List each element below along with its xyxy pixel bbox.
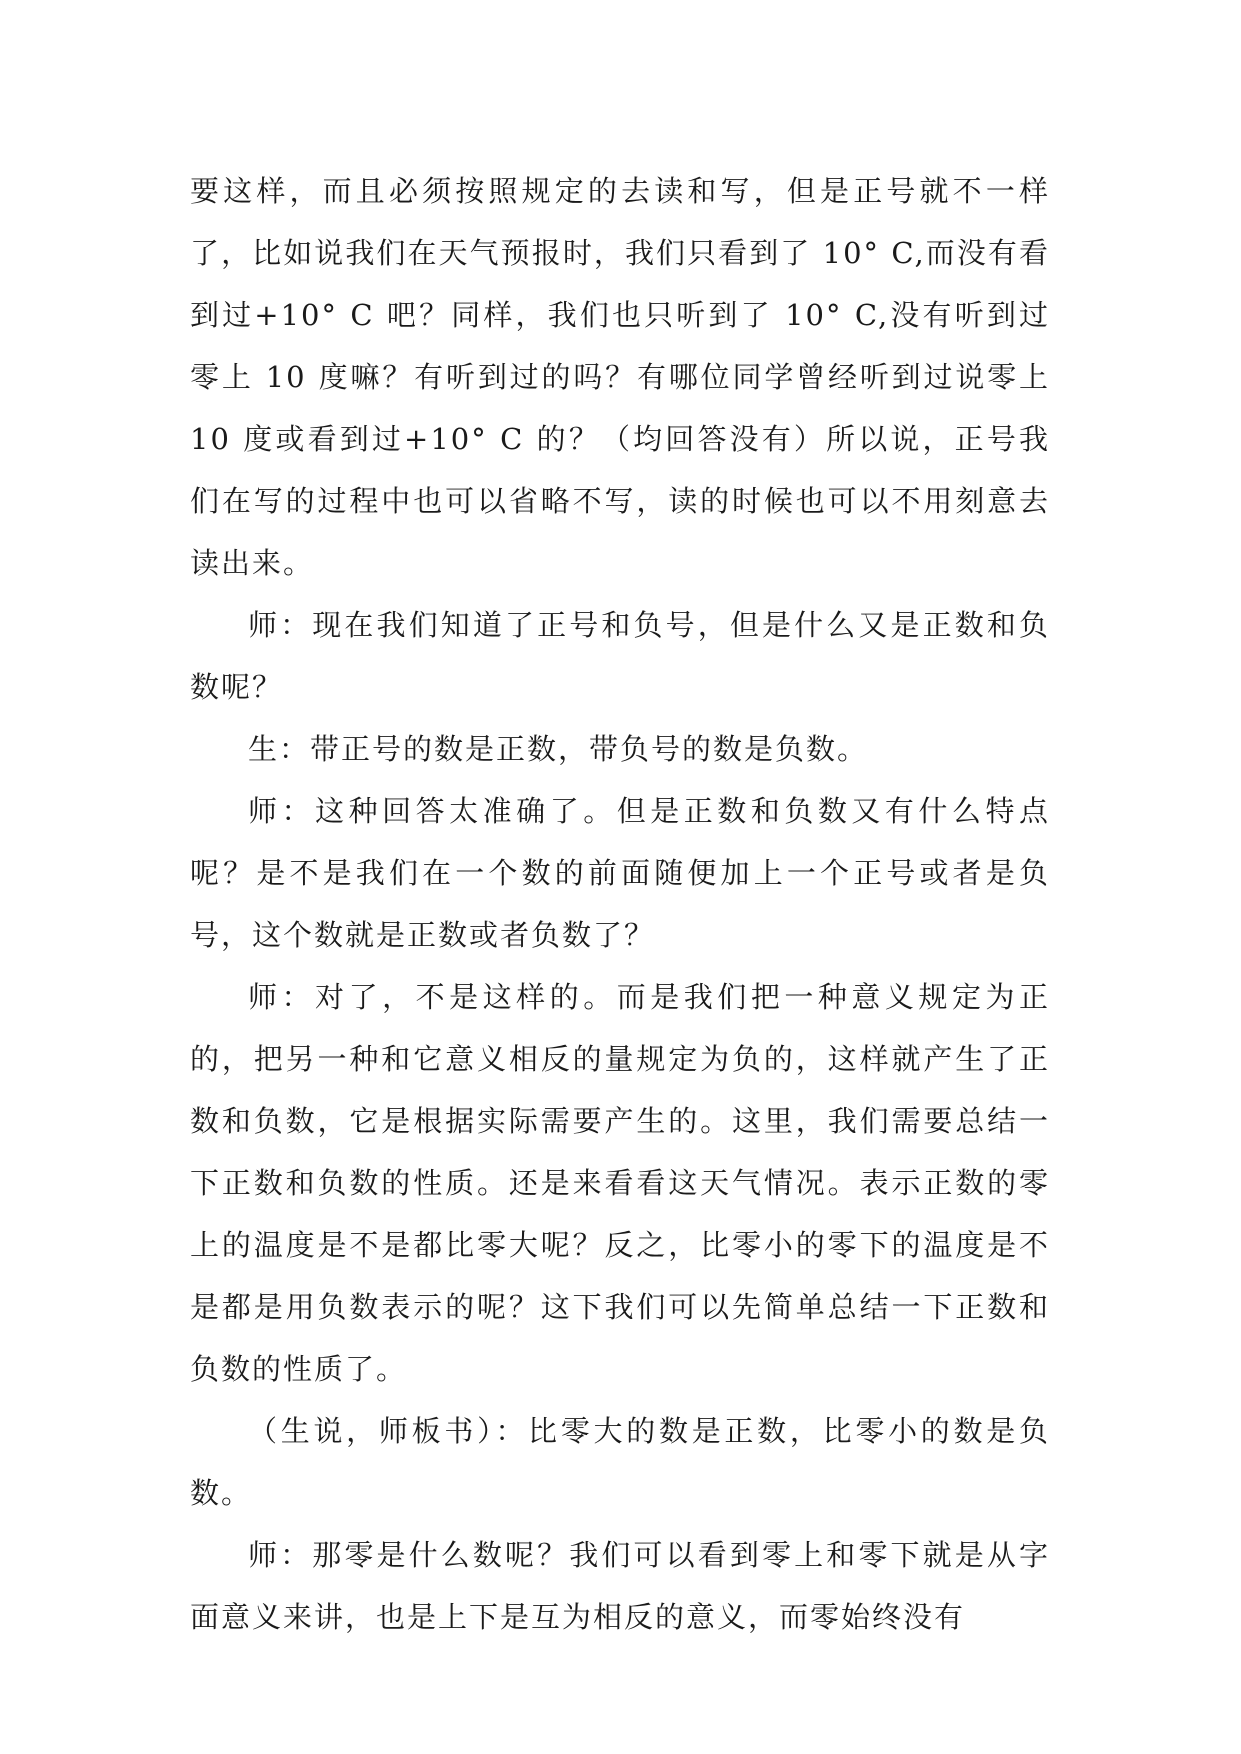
paragraph-7: 师：那零是什么数呢？我们可以看到零上和零下就是从字面意义来讲，也是上下是互为相反的意义，而零始终没有 bbox=[190, 1538, 1050, 1634]
document-body bbox=[190, 160, 1050, 1648]
paragraph-1: 要这样，而且必须按照规定的去读和写，但是正号就不一样了，比如说我们在天气预报时，我们只看到了 10° C,而没有看到过+10° C 吧？同样，我们也只听到了 10° C,没有听到过零上 10 度嘛？有听到过的吗？有哪位同学曾经听到过说零上 10 度或看到过+10° C 的？（均回答没有）所以说，正号我们在写的过程中也可以省略不写，读的时候也可以不用刻意去读出来。 bbox=[190, 174, 1050, 580]
paragraph-6: （生说，师板书）：比零大的数是正数，比零小的数是负数。 bbox=[190, 1414, 1050, 1510]
paragraph-4: 师：这种回答太准确了。但是正数和负数又有什么特点呢？是不是我们在一个数的前面随便加上一个正号或者是负号，这个数就是正数或者负数了？ bbox=[190, 794, 1050, 952]
paragraph-3: 生：带正号的数是正数，带负号的数是负数。 bbox=[248, 732, 869, 766]
paragraph-2: 师：现在我们知道了正号和负号，但是什么又是正数和负数呢？ bbox=[190, 608, 1050, 704]
paragraph-5: 师：对了，不是这样的。而是我们把一种意义规定为正的，把另一种和它意义相反的量规定为负的，这样就产生了正数和负数，它是根据实际需要产生的。这里，我们需要总结一下正数和负数的性质。还是来看看这天气情况。表示正数的零上的温度是不是都比零大呢？反之，比零小的零下的温度是不是都是用负数表示的呢？这下我们可以先简单总结一下正数和负数的性质了。 bbox=[190, 980, 1050, 1386]
